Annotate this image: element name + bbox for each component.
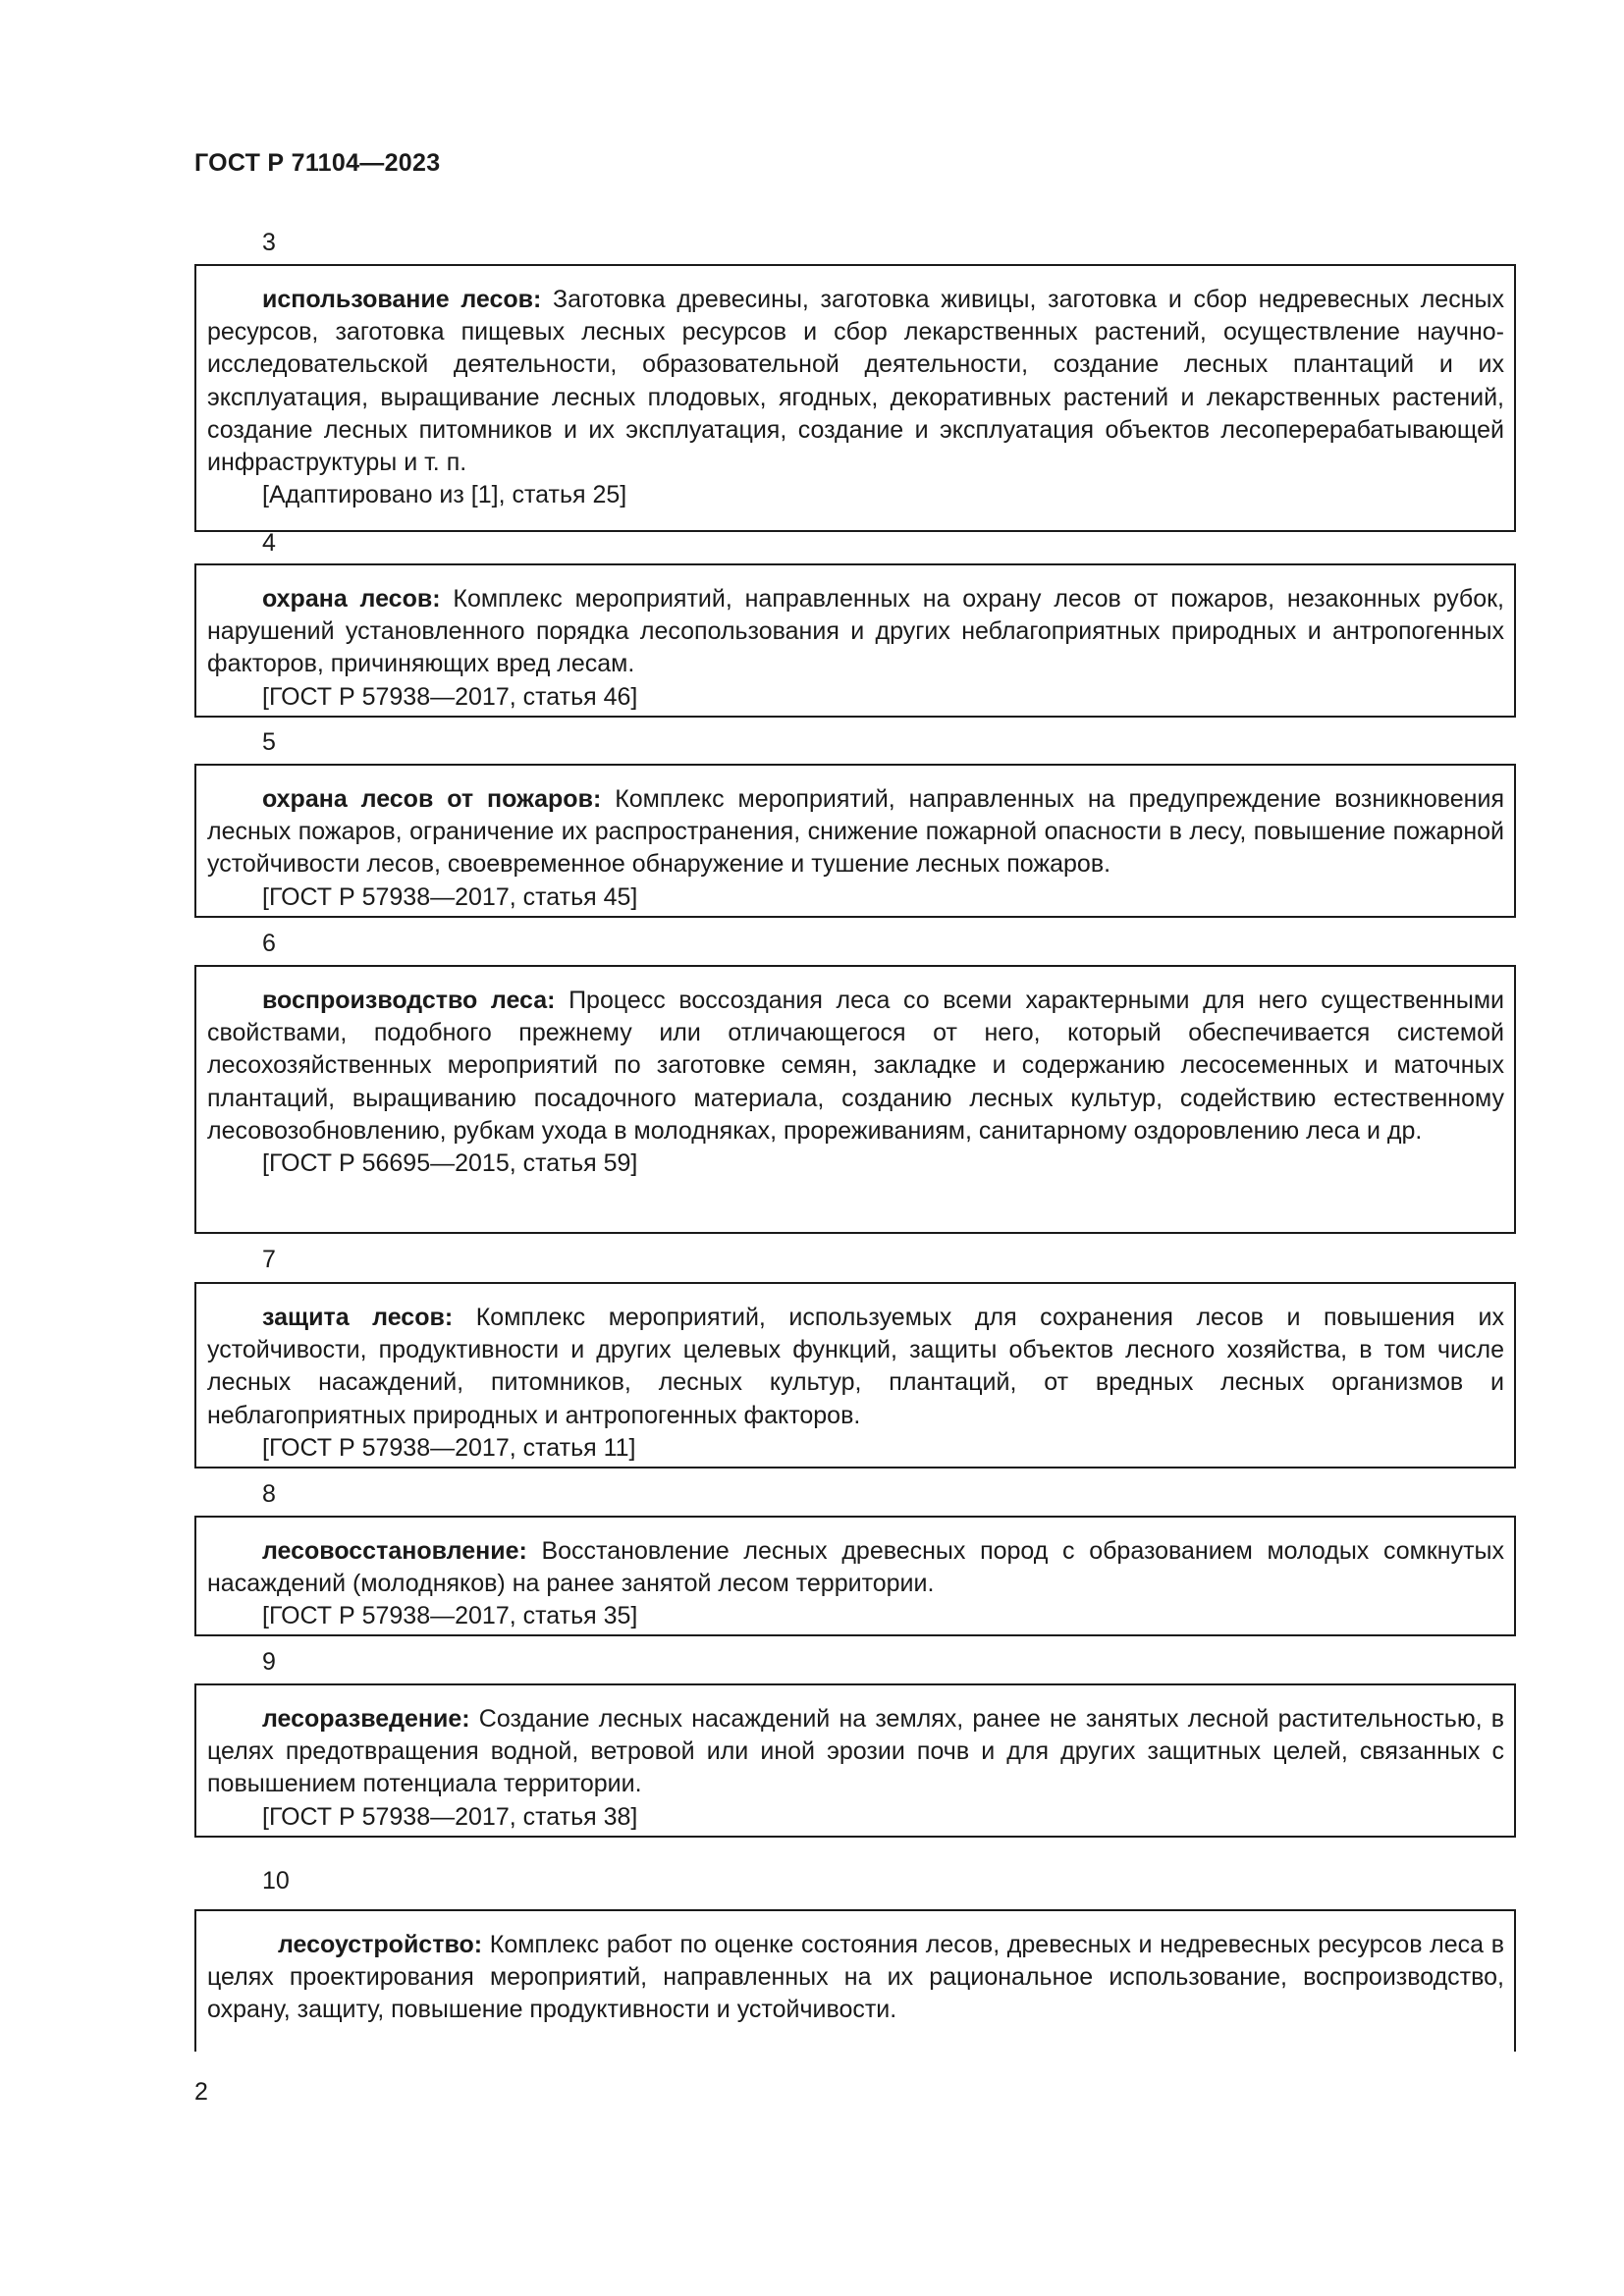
- term: лесоразведение:: [262, 1705, 470, 1733]
- entry-number: 3: [262, 229, 276, 256]
- entry-number: 7: [262, 1246, 276, 1273]
- source-reference: [ГОСТ Р 57938—2017, статья 11]: [262, 1433, 636, 1462]
- term-entry-box: [194, 1683, 1516, 1838]
- entry-number: 10: [262, 1867, 290, 1895]
- definition-text: Комплекс работ по оценке состояния лесов, древесных и недревесных ресурсов леса в целях проектирования мероприятий, направленных на их рациональное использование, воспроизводство, охрану, защиту, повышение продуктивности и устойчивости.: [207, 1931, 1504, 2024]
- entry-number: 4: [262, 529, 276, 557]
- definition: [207, 985, 1504, 1148]
- document-header: ГОСТ Р 71104—2023: [194, 149, 441, 177]
- term: воспроизводство леса:: [262, 987, 556, 1014]
- definition-text: Заготовка древесины, заготовка живицы, заготовка и сбор недревесных лесных ресурсов, заготовка пищевых лесных ресурсов и сбор лекарственных растений, осуществление научно-исследовательской деятельности, образовательной деятельности, создание лесных плантаций и их эксплуатация, выращивание лесных плодовых, ягодных, декоративных растений и лекарственных растений, создание лесных питомников и их эксплуатация, создание и эксплуатация объектов лесоперерабатывающей инфраструктуры и т. п.: [207, 286, 1504, 477]
- definition-text: Восстановление лесных древесных пород с образованием молодых сомкнутых насаждений (молодняков) на ранее занятой лесом территории.: [207, 1537, 1504, 1598]
- source-reference: [ГОСТ Р 57938—2017, статья 35]: [262, 1602, 638, 1630]
- term: охрана лесов:: [262, 585, 441, 613]
- term-entry-box: [194, 764, 1516, 918]
- term-entry-box: [194, 1909, 1516, 2052]
- term: использование лесов:: [262, 286, 542, 313]
- term: охрана лесов от пожаров:: [262, 785, 602, 813]
- term-entry-box: [194, 965, 1516, 1234]
- entry-number: 5: [262, 728, 276, 756]
- term: защита лесов:: [262, 1304, 454, 1331]
- definition-text: Процесс воссоздания леса со всеми характерными для него существенными свойствами, подобного прежнему или отличающегося от него, который обеспечивается системой лесохозяйственных мероприятий по заготовке семян, закладке и содержанию лесосеменных и маточных плантаций, выращиванию посадочного материала, созданию лесных культур, содействию естественному лесовозобновлению, рубкам ухода в молодняках, прореживаниям, санитарному оздоровлению леса и др.: [207, 987, 1504, 1145]
- term-entry-box: [194, 1516, 1516, 1636]
- entry-number: 8: [262, 1480, 276, 1508]
- source-reference: [ГОСТ Р 57938—2017, статья 38]: [262, 1802, 638, 1831]
- source-reference: [ГОСТ Р 56695—2015, статья 59]: [262, 1149, 638, 1178]
- definition: [207, 1929, 1504, 2027]
- term-entry-box: [194, 1282, 1516, 1468]
- definition-text: Комплекс мероприятий, используемых для сохранения лесов и повышения их устойчивости, продуктивности и других целевых функций, защиты объектов лесного хозяйства, в том числе лесных насаждений, питомников, лесных культур, плантаций, от вредных лесных организмов и неблагоприятных природных и антропогенных факторов.: [207, 1304, 1504, 1429]
- definition: [207, 1535, 1504, 1600]
- page-number: 2: [194, 2078, 208, 2106]
- source-reference: [Адаптировано из [1], статья 25]: [262, 481, 627, 509]
- term: лесоустройство:: [278, 1931, 483, 1958]
- definition: [207, 1703, 1504, 1801]
- definition: [207, 783, 1504, 881]
- entry-number: 6: [262, 930, 276, 957]
- definition: [207, 1302, 1504, 1432]
- entry-number: 9: [262, 1648, 276, 1676]
- definition-text: Комплекс мероприятий, направленных на охрану лесов от пожаров, незаконных рубок, нарушений установленного порядка лесопользования и других неблагоприятных природных и антропогенных факторов, причиняющих вред лесам.: [207, 585, 1505, 678]
- definition-text: Комплекс мероприятий, направленных на предупреждение возникновения лесных пожаров, ограничение их распространения, снижение пожарной опасности в лесу, повышение пожарной устойчивости лесов, своевременное обнаружение и тушение лесных пожаров.: [207, 785, 1504, 879]
- term: лесовосстановление:: [262, 1537, 527, 1565]
- definition-text: Создание лесных насаждений на землях, ранее не занятых лесной растительностью, в целях предотвращения водной, ветровой или иной эрозии почв и для других защитных целей, связанных с повышением потенциала территории.: [207, 1705, 1504, 1798]
- source-reference: [ГОСТ Р 57938—2017, статья 46]: [262, 682, 638, 711]
- term-entry-box: [194, 563, 1516, 718]
- definition: [207, 284, 1504, 479]
- definition: [207, 583, 1504, 681]
- source-reference: [ГОСТ Р 57938—2017, статья 45]: [262, 882, 638, 911]
- term-entry-box: [194, 264, 1516, 532]
